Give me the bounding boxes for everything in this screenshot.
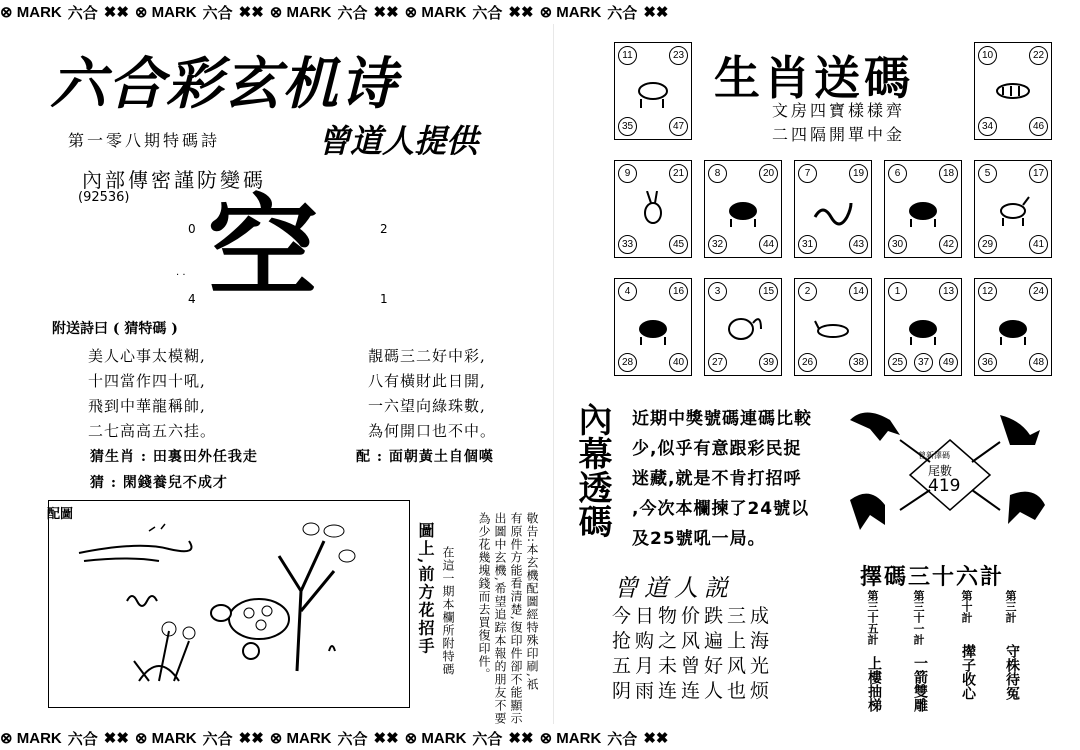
strategy-title: 擇碼三十六計 [860, 565, 1005, 590]
zodiac-number: 3 [708, 282, 727, 301]
digit-bl: 4 [188, 292, 196, 306]
bottom-mark-band [0, 726, 1080, 750]
diagram-side-text-2: 在這一期本欄所附特碼 [441, 546, 455, 676]
tail-small: 曾新澤碼 [918, 451, 950, 460]
zodiac-number: 14 [849, 282, 868, 301]
riddle-1: 猜生肖 : 田裏田外任我走 [90, 449, 258, 465]
inside-title: 內幕透碼 [572, 402, 612, 538]
mark-logo: ⊗ MARK [269, 4, 332, 21]
zodiac-number: 24 [1029, 282, 1048, 301]
zodiac-card-dragon [704, 160, 782, 258]
zodiac-number: 23 [669, 46, 688, 65]
mark-logo: ✖✖ [643, 730, 669, 747]
mark-logo: ✖✖ [508, 730, 534, 747]
zodiac-number: 46 [1029, 117, 1048, 136]
zodiac-card-ox [614, 42, 692, 140]
diagram-label: 配圖 [47, 507, 74, 522]
zodiac-number: 42 [939, 235, 958, 254]
goat-icon [993, 191, 1033, 227]
mark-logo: ✖✖ [373, 730, 399, 747]
top-mark-band [0, 0, 1080, 24]
zodiac-card-dog [794, 278, 872, 376]
digit-tr: 2 [380, 222, 388, 236]
pig-icon [903, 309, 943, 345]
zodiac-number: 2 [798, 282, 817, 301]
mark-logo: ✖✖ [103, 4, 129, 21]
mark-logo: ⊗ MARK [134, 4, 197, 21]
says-title: 曾道人説 [614, 574, 734, 602]
zodiac-number: 11 [618, 46, 637, 65]
inside-line: 少,似乎有意跟彩民捉 [632, 439, 802, 459]
zodiac-number: 41 [1029, 235, 1048, 254]
zodiac-card-snake [794, 160, 872, 258]
poem-line: 十四當作四十吼, [88, 372, 206, 390]
monkey-icon [633, 309, 673, 345]
rat-icon [993, 309, 1033, 345]
zodiac-number: 20 [759, 164, 778, 183]
notice-text-5: 有原件方能看清楚,復印件卻不能顯示 [509, 512, 523, 725]
dragon-icon [723, 191, 763, 227]
zodiac-number: 28 [618, 353, 637, 372]
zodiac-number: 8 [708, 164, 727, 183]
strategy-head: 第三計 [1004, 590, 1017, 623]
zodiac-number: 49 [939, 353, 958, 372]
zodiac-number: 15 [759, 282, 778, 301]
zodiac-number: 18 [939, 164, 958, 183]
tiger-icon [993, 73, 1033, 109]
mark-logo: 六合 [607, 4, 638, 22]
zodiac-number: 33 [618, 235, 637, 254]
mark-logo: ⊗ MARK [0, 730, 62, 747]
poem-line: 為何開口也不中。 [368, 422, 497, 440]
zodiac-number: 44 [759, 235, 778, 254]
mark-logo: ⊗ MARK [404, 4, 467, 21]
strategy-head: 第十計 [960, 590, 973, 623]
inside-line: 近期中獎號碼連碼比較 [632, 409, 812, 429]
zodiac-number: 30 [888, 235, 907, 254]
zodiac-card-pig [884, 278, 962, 376]
zodiac-number: 38 [849, 353, 868, 372]
digit-br: 1 [380, 292, 388, 306]
zodiac-card-monkey [614, 278, 692, 376]
poem-right [368, 344, 496, 444]
mark-logo: ✖✖ [238, 4, 264, 21]
zodiac-number: 17 [1029, 164, 1048, 183]
says-lines [612, 604, 773, 704]
poem-line: 飛到中華龍稱帥, [88, 397, 206, 415]
zodiac-card-horse [884, 160, 962, 258]
tail-caption: 尾數 [928, 464, 953, 478]
right-sub-2: 二四隔開單中金 [772, 125, 906, 144]
zodiac-number: 10 [978, 46, 997, 65]
says-line: 抢购之风遍上海 [612, 630, 774, 652]
zodiac-number: 34 [978, 117, 997, 136]
mark-logo: 六合 [472, 730, 503, 748]
notice-text-3: 為少花幾塊錢而去買復印件。 [477, 512, 491, 681]
horse-icon [903, 191, 943, 227]
mark-logo: ✖✖ [103, 730, 129, 747]
provider-label: 曾道人提供 [318, 122, 479, 160]
zodiac-number: 25 [888, 353, 907, 372]
zodiac-number: 40 [669, 353, 688, 372]
poem-line: 美人心事太模糊, [88, 347, 206, 365]
notice-text-6: 敬告:本玄機配圖經特殊印刷,祇 [525, 512, 539, 691]
zodiac-number: 19 [849, 164, 868, 183]
says-line: 五月未曾好风光 [612, 655, 774, 677]
center-fold [553, 24, 554, 724]
zodiac-number: 45 [669, 235, 688, 254]
tail-number: 419 [928, 476, 961, 496]
mark-logo: ⊗ MARK [269, 730, 332, 747]
dog-icon [813, 309, 853, 345]
right-sub-1: 文房四寶樣樣齊 [772, 101, 906, 120]
zodiac-number: 16 [669, 282, 688, 301]
digit-tl: 0 [188, 222, 196, 236]
secret-label: 內部傳密謹防變碼 [82, 168, 266, 192]
zodiac-card-rabbit [614, 160, 692, 258]
strategy-head: 第三十五計 [866, 590, 879, 645]
zodiac-card-tiger [974, 42, 1052, 140]
mark-logo: ⊗ MARK [134, 730, 197, 747]
inside-line: 迷藏,就是不肯打招呼 [632, 469, 802, 489]
zodiac-number: 29 [978, 235, 997, 254]
mark-logo: ✖✖ [643, 4, 669, 21]
code-label: (92536) [78, 190, 130, 205]
mark-logo: 六合 [67, 4, 98, 22]
strategy-body: 一箭雙雕 [912, 656, 928, 712]
mark-logo: 六合 [202, 4, 233, 22]
strategy-head: 第三十一計 [912, 590, 925, 645]
mark-logo: ⊗ MARK [539, 730, 602, 747]
riddle-1b: 配 : 面朝黃土自個嘆 [356, 449, 494, 465]
zodiac-number: 7 [798, 164, 817, 183]
diagram-illustration [49, 501, 409, 707]
mark-logo: 六合 [67, 730, 98, 748]
zodiac-number: 48 [1029, 353, 1048, 372]
zodiac-number: 5 [978, 164, 997, 183]
zodiac-number: 31 [798, 235, 817, 254]
diagram-box [48, 500, 410, 708]
mark-logo: 六合 [607, 730, 638, 748]
mark-logo: ✖✖ [373, 4, 399, 21]
strategy-body: 撵子收心 [960, 644, 976, 700]
mark-logo: ⊗ MARK [539, 4, 602, 21]
zodiac-number: 26 [798, 353, 817, 372]
mark-logo: 六合 [337, 4, 368, 22]
poem-line: 二七高高五六挂。 [88, 422, 217, 440]
zodiac-card-goat [974, 160, 1052, 258]
notice-text-4: 出圖中玄機,希望追踪本報的朋友不要 [493, 512, 507, 725]
zodiac-number: 1 [888, 282, 907, 301]
poem-line: 八有橫財此日開, [368, 372, 486, 390]
right-title: 生肖送碼 [714, 51, 914, 105]
zodiac-number: 22 [1029, 46, 1048, 65]
ox-icon [633, 73, 673, 109]
strategy-body: 守株待冤 [1004, 644, 1020, 700]
zodiac-number: 43 [849, 235, 868, 254]
mark-logo: ⊗ MARK [0, 4, 62, 21]
poem-line: 一六望向綠珠數, [368, 397, 486, 415]
zodiac-number: 32 [708, 235, 727, 254]
says-line: 今日物价跌三成 [612, 605, 774, 627]
left-title: 六合彩玄机诗 [50, 51, 398, 117]
mark-logo: ✖✖ [238, 730, 264, 747]
poem-title: 附送詩曰 ( 猜特碼 ) [52, 321, 178, 337]
rooster-icon [723, 309, 763, 345]
big-character: 空 [208, 183, 318, 312]
zodiac-card-rooster [704, 278, 782, 376]
rabbit-icon [633, 191, 673, 227]
mark-logo: ✖✖ [508, 4, 534, 21]
says-line: 阴雨连连人也烦 [612, 680, 774, 702]
zodiac-number: 35 [618, 117, 637, 136]
poem-line: 靚碼三二好中彩, [368, 347, 486, 365]
snake-icon [813, 191, 853, 227]
riddle-2: 猜 : 閑錢養兒不成才 [90, 475, 228, 491]
dots: · · [176, 270, 186, 281]
zodiac-number: 36 [978, 353, 997, 372]
zodiac-number: 12 [978, 282, 997, 301]
zodiac-number: 9 [618, 164, 637, 183]
zodiac-number: 4 [618, 282, 637, 301]
mark-logo: 六合 [337, 730, 368, 748]
zodiac-number: 37 [914, 353, 933, 372]
mark-logo: 六合 [202, 730, 233, 748]
zodiac-number: 21 [669, 164, 688, 183]
zodiac-number: 13 [939, 282, 958, 301]
strategy-list [864, 590, 1034, 716]
diagram-side-text-1: 圖上,前方花招手 [416, 522, 435, 656]
zodiac-number: 27 [708, 353, 727, 372]
poem-left [88, 344, 216, 444]
zodiac-number: 39 [759, 353, 778, 372]
zodiac-number: 6 [888, 164, 907, 183]
period-label: 第一零八期特碼詩 [68, 131, 221, 150]
inside-line: ,今次本欄揀了24號以 [632, 499, 810, 519]
strategy-body: 上樓抽梯 [866, 656, 882, 712]
inside-text [632, 404, 812, 554]
zodiac-card-rat [974, 278, 1052, 376]
zodiac-number: 47 [669, 117, 688, 136]
inside-line: 及25號吼一局。 [632, 529, 766, 549]
mark-logo: ⊗ MARK [404, 730, 467, 747]
mark-logo: 六合 [472, 4, 503, 22]
